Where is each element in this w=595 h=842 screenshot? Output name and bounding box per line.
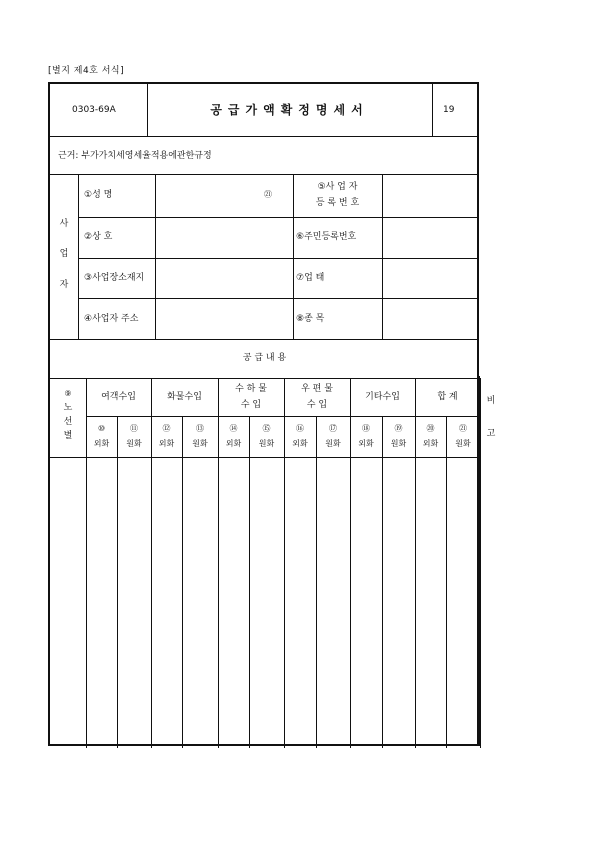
sub-number: ⑲ bbox=[394, 424, 403, 433]
sub-number: ⑬ bbox=[196, 424, 204, 433]
rule-biz-1 bbox=[78, 217, 479, 218]
vrule-c11 bbox=[446, 416, 447, 748]
page-number: 19 bbox=[443, 105, 455, 115]
business-type-label: ⑦업 태 bbox=[296, 273, 325, 283]
won-currency-label: 원화 bbox=[192, 439, 208, 448]
sub-number: ⑳ bbox=[426, 424, 435, 433]
form-caption: [별지 제4호 서식] bbox=[48, 66, 125, 76]
rule-biz-end bbox=[50, 339, 479, 340]
baggage-header-2: 수 입 bbox=[240, 400, 262, 410]
vrule-c10 bbox=[415, 378, 416, 748]
foreign-currency-label: 외화 bbox=[358, 439, 374, 448]
total-header: 합 계 bbox=[437, 392, 458, 402]
supply-heading: 공 급 내 용 bbox=[242, 353, 287, 363]
form-code: 0303-69A bbox=[72, 105, 116, 115]
route-char: 선 bbox=[63, 417, 73, 427]
won-currency-label: 원화 bbox=[455, 439, 471, 448]
route-char: 별 bbox=[63, 431, 73, 441]
won-currency-label: 원화 bbox=[390, 439, 407, 448]
baggage-header-1: 수 하 물 bbox=[235, 384, 267, 394]
won-currency-label: 원화 bbox=[325, 439, 341, 448]
foreign-currency-label: 외화 bbox=[93, 439, 110, 448]
won-currency-label: 원화 bbox=[126, 439, 142, 448]
vrule-header-2 bbox=[432, 84, 433, 136]
location-label: ③사업장소재지 bbox=[84, 273, 145, 283]
rule-col-headers bbox=[86, 416, 480, 417]
foreign-currency-label: 외화 bbox=[225, 439, 242, 448]
rule-header bbox=[50, 136, 479, 137]
vrule-c9 bbox=[382, 416, 383, 748]
sub-number: ⑰ bbox=[329, 424, 337, 433]
vrule-c1 bbox=[117, 416, 118, 748]
business-item-label: ⑧종 목 bbox=[296, 314, 325, 324]
side-label-char: 사 bbox=[59, 219, 69, 229]
vrule-c7 bbox=[316, 416, 317, 748]
remarks-header-2: 고 bbox=[486, 429, 496, 439]
rule-biz-2 bbox=[78, 258, 479, 259]
route-char: 노 bbox=[63, 403, 73, 413]
route-number: ⑨ bbox=[64, 389, 72, 398]
vrule-c5 bbox=[249, 416, 250, 748]
form-frame bbox=[48, 82, 479, 746]
sub-number: ⑩ bbox=[97, 424, 106, 433]
address-label: ④사업자 주소 bbox=[84, 314, 139, 324]
form-title: 공급가액확정명세서 bbox=[210, 103, 369, 117]
basis-text: 근거: 부가가치세영세율적용에관한규정 bbox=[58, 151, 212, 161]
vrule-c2 bbox=[151, 378, 152, 748]
vrule-c3 bbox=[182, 416, 183, 748]
reg-no-label-2: 등 록 번 호 bbox=[315, 198, 360, 208]
foreign-currency-label: 외화 bbox=[158, 439, 175, 448]
vrule-biz-a bbox=[155, 174, 156, 339]
foreign-currency-label: 외화 bbox=[422, 439, 439, 448]
rule-biz-3 bbox=[78, 298, 479, 299]
vrule-c4 bbox=[218, 378, 219, 748]
other-header: 기타수입 bbox=[365, 392, 400, 402]
rule-basis bbox=[50, 174, 479, 175]
sub-number: ⑮ bbox=[262, 424, 271, 433]
name-label: ①성 명 bbox=[84, 190, 113, 200]
side-label-char: 업 bbox=[59, 249, 69, 259]
vrule-c6 bbox=[284, 378, 285, 748]
resident-no-label: ⑥주민등록번호 bbox=[296, 232, 357, 242]
vrule-c8 bbox=[350, 378, 351, 748]
vrule-side bbox=[78, 174, 79, 339]
mail-header-1: 우 편 물 bbox=[301, 384, 333, 394]
sub-number: ⑱ bbox=[362, 424, 370, 433]
side-label-char: 자 bbox=[59, 280, 69, 290]
sub-number: ⑫ bbox=[162, 424, 171, 433]
trade-name-label: ②상 호 bbox=[84, 232, 113, 242]
passenger-header: 여객수입 bbox=[101, 392, 136, 402]
seal-mark: ㉑ bbox=[264, 190, 272, 199]
mail-header-2: 수 입 bbox=[306, 400, 328, 410]
vrule-biz-c bbox=[382, 174, 383, 339]
reg-no-label-1: ⑤사 업 자 bbox=[317, 182, 358, 192]
vrule-c0 bbox=[86, 378, 87, 748]
remarks-header-1: 비 bbox=[486, 396, 496, 406]
sub-number: ⑯ bbox=[296, 424, 304, 433]
sub-number: ⑪ bbox=[130, 424, 138, 433]
won-currency-label: 원화 bbox=[258, 439, 275, 448]
sub-number: ⑭ bbox=[229, 424, 238, 433]
cargo-header: 화물수입 bbox=[167, 392, 202, 402]
foreign-currency-label: 외화 bbox=[292, 439, 308, 448]
sub-number: ㉑ bbox=[459, 424, 467, 433]
